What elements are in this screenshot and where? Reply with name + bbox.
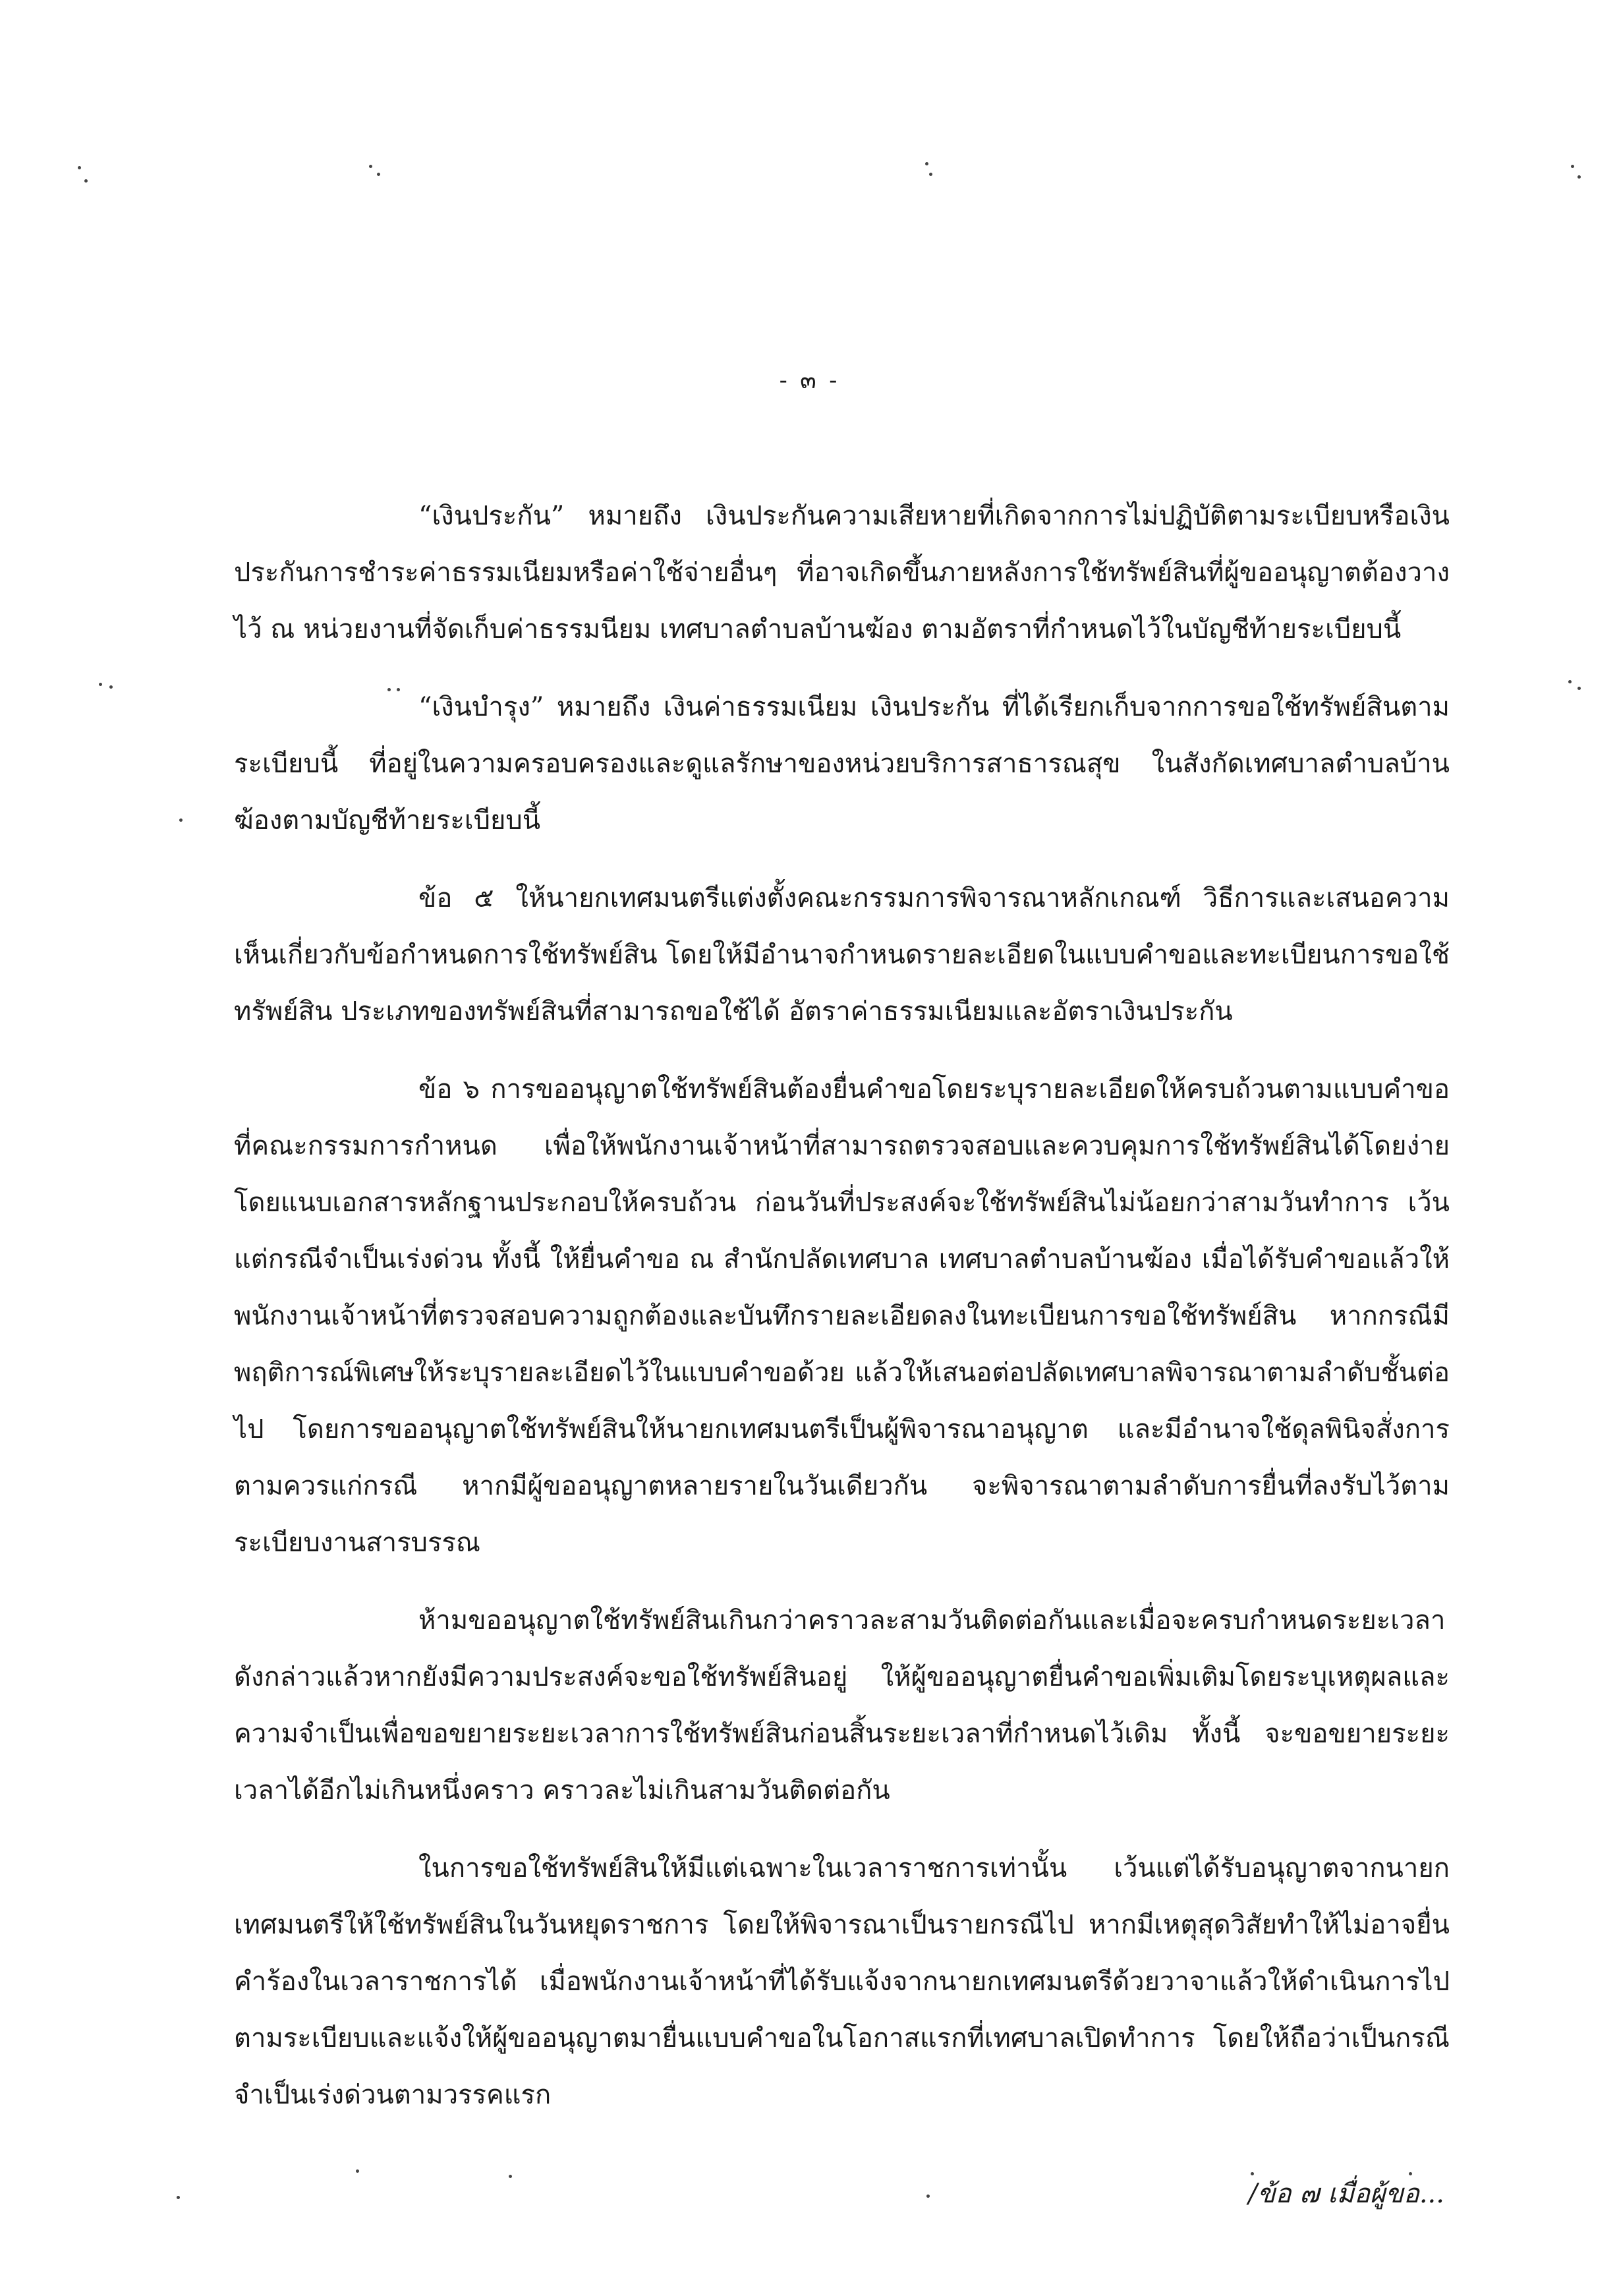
page-number: - ๓ - xyxy=(779,367,840,394)
scan-speck xyxy=(356,2169,359,2173)
scan-speck xyxy=(397,688,400,691)
scan-speck xyxy=(99,683,102,686)
scan-speck xyxy=(1571,165,1574,168)
document-body xyxy=(234,488,1450,2144)
scan-speck xyxy=(1577,687,1581,690)
scan-speck xyxy=(1409,2172,1412,2175)
scan-speck xyxy=(179,818,183,822)
continuation-note: /ข้อ ๗ เมื่อผู้ขอ... xyxy=(1248,2179,1444,2209)
scan-speck xyxy=(1577,175,1581,179)
paragraph-extension-rule: ห้ามขออนุญาตใช้ทรัพย์สินเกินกว่าคราวละสามวันติดต่อกันและเมื่อจะครบกำหนดระยะเวลาดังกล่าวแล้วหากยังมีความประสงค์จะขอใช้ทรัพย์สินอยู่ ให้ผู้ขออนุญาตยื่นคำขอเพิ่มเติมโดยระบุเหตุผลและความจำเป็นเพื่อขอขยายระยะเวลาการใช้ทรัพย์สินก่อนสิ้นระยะเวลาที่กำหนดไว้เดิม ทั้งนี้ จะขอขยายระยะเวลาได้อีกไม่เกินหนึ่งคราว คราวละไม่เกินสามวันติดต่อกัน xyxy=(234,1605,1450,1806)
paragraph-clause-5: ข้อ ๕ ให้นายกเทศมนตรีแต่งตั้งคณะกรรมการพิจารณาหลักเกณฑ์ วิธีการและเสนอความเห็นเกี่ยวกับข้อกำหนดการใช้ทรัพย์สิน โดยให้มีอำนาจกำหนดรายละเอียดในแบบคำขอและทะเบียนการขอใช้ทรัพย์สิน ประเภทของทรัพย์สินที่สามารถขอใช้ได้ อัตราค่าธรรมเนียมและอัตราเงินประกัน xyxy=(234,883,1450,1027)
scan-speck xyxy=(929,173,932,176)
scan-speck xyxy=(1568,680,1572,683)
paragraph-definition-deposit: “เงินประกัน” หมายถึง เงินประกันความเสียหายที่เกิดจากการไม่ปฏิบัติตามระเบียบหรือเงินประกันการชำระค่าธรรมเนียมหรือค่าใช้จ่ายอื่นๆ ที่อาจเกิดขึ้นภายหลังการใช้ทรัพย์สินที่ผู้ขออนุญาตต้องวางไว้ ณ หน่วยงานที่จัดเก็บค่าธรรมนียม เทศบาลตำบลบ้านฆ้อง ตามอัตราที่กำหนดไว้ในบัญชีท้ายระเบียบนี้ xyxy=(234,501,1450,645)
scan-speck xyxy=(377,173,380,176)
scan-speck xyxy=(84,179,88,183)
scan-speck xyxy=(926,2195,930,2198)
scan-speck xyxy=(509,2175,512,2178)
paragraph-definition-maintenance-fee: “เงินบำรุง” หมายถึง เงินค่าธรรมเนียม เงินประกัน ที่ได้เรียกเก็บจากการขอใช้ทรัพย์สินตามระเบียบนี้ ที่อยู่ในความครอบครองและดูแลรักษาของหน่วยบริการสาธารณสุข ในสังกัดเทศบาลตำบลบ้านฆ้องตามบัญชีท้ายระเบียบนี้ xyxy=(234,692,1450,836)
scan-speck xyxy=(387,688,391,691)
scan-speck xyxy=(78,166,81,169)
paragraph-office-hours-rule: ในการขอใช้ทรัพย์สินให้มีแต่เฉพาะในเวลาราชการเท่านั้น เว้นแต่ได้รับอนุญาตจากนายกเทศมนตรีให้ใช้ทรัพย์สินในวันหยุดราชการ โดยให้พิจารณาเป็นรายกรณีไป หากมีเหตุสุดวิสัยทำให้ไม่อาจยื่นคำร้องในเวลาราชการได้ เมื่อพนักงานเจ้าหน้าที่ได้รับแจ้งจากนายกเทศมนตรีด้วยวาจาแล้วให้ดำเนินการไปตามระเบียบและแจ้งให้ผู้ขออนุญาตมายื่นแบบคำขอในโอกาสแรกที่เทศบาลเปิดทำการ โดยให้ถือว่าเป็นกรณีจำเป็นเร่งด่วนตามวรรคแรก xyxy=(234,1853,1450,2110)
scan-speck xyxy=(925,162,928,165)
scan-speck xyxy=(369,165,372,168)
scan-speck xyxy=(1251,2172,1254,2175)
paragraph-clause-6: ข้อ ๖ การขออนุญาตใช้ทรัพย์สินต้องยื่นคำขอโดยระบุรายละเอียดให้ครบถ้วนตามแบบคำขอที่คณะกรรมการกำหนด เพื่อให้พนักงานเจ้าหน้าที่สามารถตรวจสอบและควบคุมการใช้ทรัพย์สินได้โดยง่าย โดยแนบเอกสารหลักฐานประกอบให้ครบถ้วน ก่อนวันที่ประสงค์จะใช้ทรัพย์สินไม่น้อยกว่าสามวันทำการ เว้นแต่กรณีจำเป็นเร่งด่วน ทั้งนี้ ให้ยื่นคำขอ ณ สำนักปลัดเทศบาล เทศบาลตำบลบ้านฆ้อง เมื่อได้รับคำขอแล้วให้พนักงานเจ้าหน้าที่ตรวจสอบความถูกต้องและบันทึกรายละเอียดลงในทะเบียนการขอใช้ทรัพย์สิน หากกรณีมีพฤติการณ์พิเศษให้ระบุรายละเอียดไว้ในแบบคำขอด้วย แล้วให้เสนอต่อปลัดเทศบาลพิจารณาตามลำดับชั้นต่อไป โดยการขออนุญาตใช้ทรัพย์สินให้นายกเทศมนตรีเป็นผู้พิจารณาอนุญาต และมีอำนาจใช้ดุลพินิจสั่งการตามควรแก่กรณี หากมีผู้ขออนุญาตหลายรายในวันเดียวกัน จะพิจารณาตามลำดับการยื่นที่ลงรับไว้ตามระเบียบงานสารบรรณ xyxy=(234,1074,1450,1558)
scan-speck xyxy=(109,685,113,689)
scan-speck xyxy=(177,2196,180,2199)
